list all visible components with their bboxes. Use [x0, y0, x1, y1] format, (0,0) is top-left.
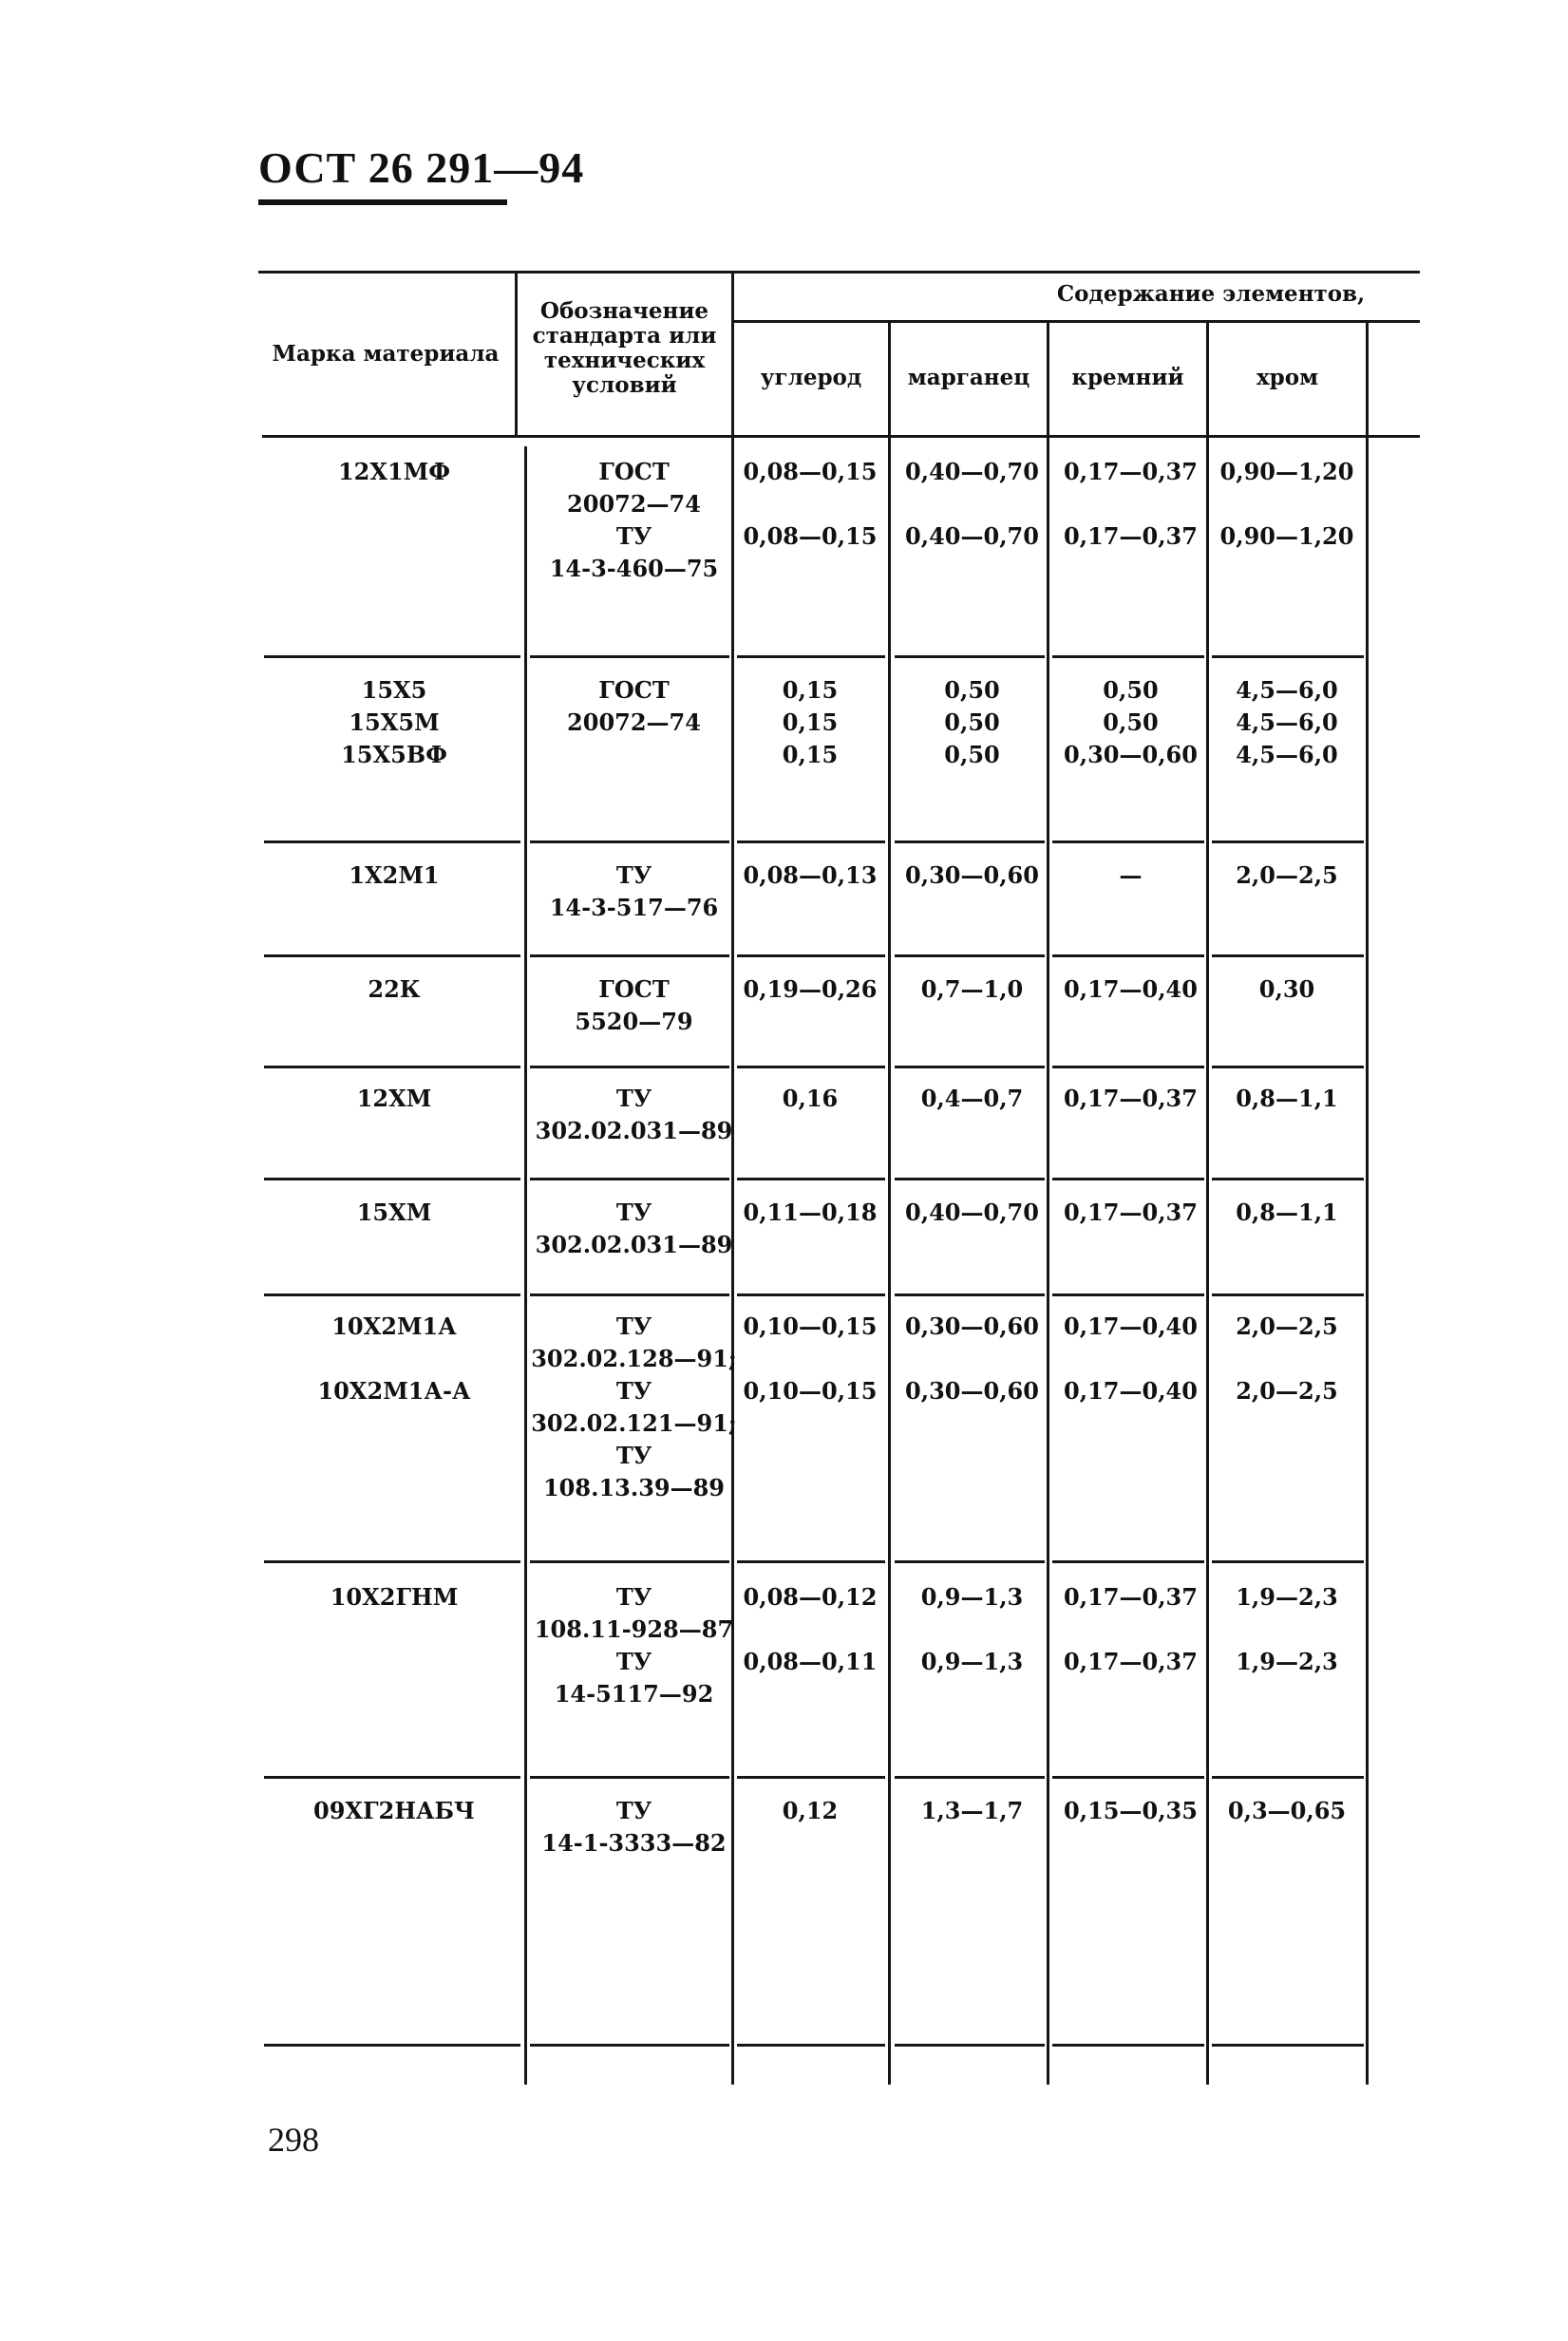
cell-chromium: [1211, 1083, 1363, 1115]
cell-line: 14-3-460—75: [549, 555, 719, 582]
cell-line: 0,16: [782, 1085, 839, 1112]
row-separator: [737, 1178, 885, 1180]
row-separator: [737, 954, 885, 957]
cell-line: 2,0—2,5: [1236, 861, 1338, 889]
cell-line: 0,30—0,60: [905, 861, 1039, 889]
header-carbon: углерод: [760, 365, 862, 390]
row-separator: [895, 1560, 1045, 1563]
cell-line: 0,15: [782, 676, 839, 704]
cell-manganese: [894, 859, 1050, 892]
cell-carbon: [734, 1311, 886, 1407]
cell-line: 0,15—0,35: [1064, 1797, 1198, 1824]
row-separator: [264, 1066, 520, 1068]
row-separator: [1052, 655, 1204, 658]
row-separator: [1212, 954, 1364, 957]
cell-line: 0,08—0,12: [743, 1583, 878, 1611]
cell-carbon: [734, 456, 886, 553]
cell-line: 2,0—2,5: [1236, 1312, 1338, 1340]
cell-line: ТУ: [615, 1199, 652, 1226]
cell-line: 0,17—0,37: [1064, 1199, 1198, 1226]
cell-grade: [275, 1197, 513, 1229]
row-separator: [1212, 1066, 1364, 1068]
cell-silicon: [1050, 456, 1211, 553]
row-separator: [530, 1066, 729, 1068]
cell-chromium: [1211, 1581, 1363, 1678]
cell-carbon: [734, 1083, 886, 1115]
cell-line: 0,50: [1103, 676, 1159, 704]
cell-carbon: [734, 1197, 886, 1229]
cell-grade: [275, 1311, 513, 1407]
header-elements-group: Содержание элементов,: [1056, 281, 1366, 307]
cell-chromium: [1211, 456, 1363, 553]
cell-line: 0,12: [782, 1797, 839, 1824]
cell-line: ГОСТ: [598, 676, 670, 704]
row-separator: [1052, 954, 1204, 957]
row-separator: [264, 954, 520, 957]
cell-standard: [527, 1083, 741, 1147]
cell-line: 0,15: [782, 708, 839, 736]
cell-line: 1,3—1,7: [920, 1797, 1024, 1824]
cell-line: ТУ: [615, 1377, 652, 1405]
cell-silicon: [1050, 973, 1211, 1006]
cell-chromium: [1211, 973, 1363, 1006]
row-separator: [1212, 2044, 1364, 2047]
cell-chromium: [1211, 859, 1363, 892]
cell-chromium: [1211, 674, 1363, 771]
cell-line: 5520—79: [575, 1008, 693, 1035]
cell-line: 0,15: [782, 741, 839, 768]
cell-silicon: [1050, 1311, 1211, 1407]
row-separator: [1052, 840, 1204, 843]
cell-carbon: [734, 1795, 886, 1827]
row-separator: [530, 2044, 729, 2047]
row-separator: [530, 1293, 729, 1296]
col-divider-chromium: [1366, 323, 1369, 2085]
page-number: 298: [268, 2121, 319, 2159]
cell-line: 0,17—0,37: [1064, 522, 1198, 550]
cell-line: 0,17—0,37: [1064, 458, 1198, 485]
cell-line: 0,9—1,3: [920, 1583, 1024, 1611]
cell-silicon: [1050, 1083, 1211, 1115]
cell-manganese: [894, 674, 1050, 771]
cell-silicon: [1050, 859, 1211, 892]
cell-line: ТУ: [615, 861, 652, 889]
row-separator: [530, 954, 729, 957]
cell-line: ТУ: [615, 1442, 652, 1469]
cell-line: 0,30—0,60: [1064, 741, 1198, 768]
cell-carbon: [734, 973, 886, 1006]
cell-line: 10Х2ГНМ: [330, 1583, 459, 1611]
cell-line: 0,30—0,60: [905, 1312, 1039, 1340]
cell-line: 302.02.128—91;: [531, 1345, 737, 1372]
cell-standard: [527, 456, 741, 585]
cell-manganese: [894, 456, 1050, 553]
row-separator: [264, 655, 520, 658]
cell-line: 302.02.031—89: [535, 1231, 733, 1258]
cell-line: 1,9—2,3: [1236, 1583, 1338, 1611]
row-separator: [895, 2044, 1045, 2047]
cell-line: 2,0—2,5: [1236, 1377, 1338, 1405]
cell-line: 0,30—0,60: [905, 1377, 1039, 1405]
cell-manganese: [894, 1083, 1050, 1115]
header-standard: Обозначение стандарта или технических условий: [532, 298, 717, 398]
row-separator: [264, 2044, 520, 2047]
group-header-rule: [734, 320, 1420, 323]
cell-line: 20072—74: [567, 490, 701, 518]
cell-line: 0,08—0,15: [743, 458, 878, 485]
cell-line: ТУ: [615, 1085, 652, 1112]
cell-line: 1Х2М1: [349, 861, 440, 889]
cell-standard: [527, 1581, 741, 1710]
cell-line: 0,17—0,37: [1064, 1085, 1198, 1112]
cell-line: 0,50: [1103, 708, 1159, 736]
cell-line: 12Х1МФ: [337, 458, 451, 485]
cell-line: 14-3-517—76: [549, 894, 719, 921]
cell-line: —: [1119, 861, 1143, 889]
row-separator: [1212, 1560, 1364, 1563]
row-separator: [530, 655, 729, 658]
cell-line: 12ХМ: [356, 1085, 432, 1112]
cell-line: 0,8—1,1: [1236, 1085, 1338, 1112]
cell-line: 15Х5М: [349, 708, 440, 736]
cell-line: 0,90—1,20: [1219, 458, 1354, 485]
document-header: ОСТ 26 291—94: [258, 143, 585, 192]
row-separator: [264, 1293, 520, 1296]
row-separator: [895, 1066, 1045, 1068]
header-bottom-rule: [262, 435, 1420, 438]
cell-line: 302.02.031—89: [535, 1117, 733, 1144]
cell-line: 10Х2М1А-А: [317, 1377, 471, 1405]
cell-line: 0,40—0,70: [905, 1199, 1039, 1226]
cell-line: 1,9—2,3: [1236, 1648, 1338, 1675]
cell-line: 0,9—1,3: [920, 1648, 1024, 1675]
row-separator: [530, 1178, 729, 1180]
cell-line: ТУ: [615, 522, 652, 550]
cell-line: 14-5117—92: [554, 1680, 714, 1708]
cell-line: 0,19—0,26: [743, 975, 878, 1003]
cell-line: 0,30: [1258, 975, 1315, 1003]
cell-chromium: [1211, 1197, 1363, 1229]
cell-line: 15ХМ: [356, 1199, 432, 1226]
cell-line: ГОСТ: [598, 975, 670, 1003]
cell-line: 0,50: [944, 676, 1000, 704]
cell-standard: [527, 674, 741, 739]
cell-line: ТУ: [615, 1312, 652, 1340]
cell-chromium: [1211, 1795, 1363, 1827]
row-separator: [1212, 1776, 1364, 1779]
row-separator: [1052, 1776, 1204, 1779]
cell-standard: [527, 859, 741, 924]
row-separator: [264, 1178, 520, 1180]
row-separator: [1052, 1178, 1204, 1180]
cell-line: 15Х5: [361, 676, 427, 704]
row-separator: [264, 1560, 520, 1563]
cell-manganese: [894, 1311, 1050, 1407]
cell-line: 15Х5ВФ: [341, 741, 447, 768]
cell-line: 0,08—0,11: [743, 1648, 878, 1675]
cell-silicon: [1050, 1795, 1211, 1827]
cell-line: 0,08—0,15: [743, 522, 878, 550]
cell-line: 09ХГ2НАБЧ: [313, 1797, 475, 1824]
cell-carbon: [734, 674, 886, 771]
row-separator: [530, 1776, 729, 1779]
row-separator: [1052, 1560, 1204, 1563]
cell-line: 4,5—6,0: [1236, 708, 1338, 736]
cell-line: ТУ: [615, 1583, 652, 1611]
cell-line: 0,50: [944, 708, 1000, 736]
row-separator: [1212, 1178, 1364, 1180]
cell-line: 0,4—0,7: [920, 1085, 1024, 1112]
row-separator: [737, 1776, 885, 1779]
row-separator: [264, 1776, 520, 1779]
row-separator: [737, 2044, 885, 2047]
cell-line: 0,17—0,37: [1064, 1648, 1198, 1675]
table-top-rule: [258, 271, 1420, 274]
cell-line: ТУ: [615, 1648, 652, 1675]
header-chromium: хром: [1256, 365, 1319, 390]
row-separator: [737, 1293, 885, 1296]
cell-line: 0,3—0,65: [1227, 1797, 1347, 1824]
cell-grade: [275, 1795, 513, 1827]
row-separator: [737, 1066, 885, 1068]
cell-line: 0,50: [944, 741, 1000, 768]
row-separator: [1212, 840, 1364, 843]
cell-line: 302.02.121—91;: [531, 1409, 737, 1437]
cell-line: 0,40—0,70: [905, 522, 1039, 550]
row-separator: [1052, 2044, 1204, 2047]
cell-line: 0,17—0,40: [1064, 1377, 1198, 1405]
cell-standard: [527, 1795, 741, 1860]
cell-line: 0,08—0,13: [743, 861, 878, 889]
row-separator: [530, 840, 729, 843]
cell-carbon: [734, 859, 886, 892]
row-separator: [737, 840, 885, 843]
cell-silicon: [1050, 1581, 1211, 1678]
cell-line: ГОСТ: [598, 458, 670, 485]
row-separator: [530, 1560, 729, 1563]
cell-grade: [275, 859, 513, 892]
cell-standard: [527, 973, 741, 1038]
cell-line: 10Х2М1А: [331, 1312, 457, 1340]
cell-standard: [527, 1311, 741, 1504]
col-divider-carbon: [888, 323, 891, 2085]
cell-line: 14-1-3333—82: [541, 1829, 727, 1857]
cell-line: 0,7—1,0: [920, 975, 1024, 1003]
cell-line: 4,5—6,0: [1236, 741, 1338, 768]
cell-line: 0,17—0,40: [1064, 975, 1198, 1003]
header-grade: Марка материала: [272, 341, 500, 367]
header-manganese: марганец: [907, 365, 1030, 390]
cell-line: 0,11—0,18: [743, 1199, 878, 1226]
cell-line: 108.11-928—87: [534, 1615, 734, 1643]
cell-grade: [275, 456, 513, 488]
row-separator: [895, 1293, 1045, 1296]
row-separator: [895, 954, 1045, 957]
cell-line: 0,40—0,70: [905, 458, 1039, 485]
cell-line: 0,10—0,15: [743, 1377, 878, 1405]
cell-grade: [275, 973, 513, 1006]
header-silicon: кремний: [1071, 365, 1184, 390]
cell-grade: [275, 1581, 513, 1614]
row-separator: [737, 655, 885, 658]
row-separator: [1052, 1293, 1204, 1296]
cell-grade: [275, 1083, 513, 1115]
cell-manganese: [894, 1197, 1050, 1229]
cell-line: 0,17—0,40: [1064, 1312, 1198, 1340]
cell-line: 20072—74: [567, 708, 701, 736]
cell-line: 108.13.39—89: [542, 1474, 725, 1501]
row-separator: [1052, 1066, 1204, 1068]
cell-chromium: [1211, 1311, 1363, 1407]
cell-line: 0,90—1,20: [1219, 522, 1354, 550]
cell-manganese: [894, 1581, 1050, 1678]
cell-line: 0,17—0,37: [1064, 1583, 1198, 1611]
cell-manganese: [894, 973, 1050, 1006]
cell-standard: [527, 1197, 741, 1261]
row-separator: [737, 1560, 885, 1563]
cell-line: 4,5—6,0: [1236, 676, 1338, 704]
row-separator: [895, 1178, 1045, 1180]
cell-carbon: [734, 1581, 886, 1678]
row-separator: [1212, 655, 1364, 658]
cell-grade: [275, 674, 513, 771]
row-separator: [264, 840, 520, 843]
header-underline: [258, 199, 507, 205]
row-separator: [895, 840, 1045, 843]
row-separator: [895, 655, 1045, 658]
cell-silicon: [1050, 674, 1211, 771]
cell-silicon: [1050, 1197, 1211, 1229]
cell-line: 0,10—0,15: [743, 1312, 878, 1340]
cell-line: 0,8—1,1: [1236, 1199, 1338, 1226]
cell-line: ТУ: [615, 1797, 652, 1824]
row-separator: [1212, 1293, 1364, 1296]
cell-line: 22К: [368, 975, 421, 1003]
cell-manganese: [894, 1795, 1050, 1827]
row-separator: [895, 1776, 1045, 1779]
